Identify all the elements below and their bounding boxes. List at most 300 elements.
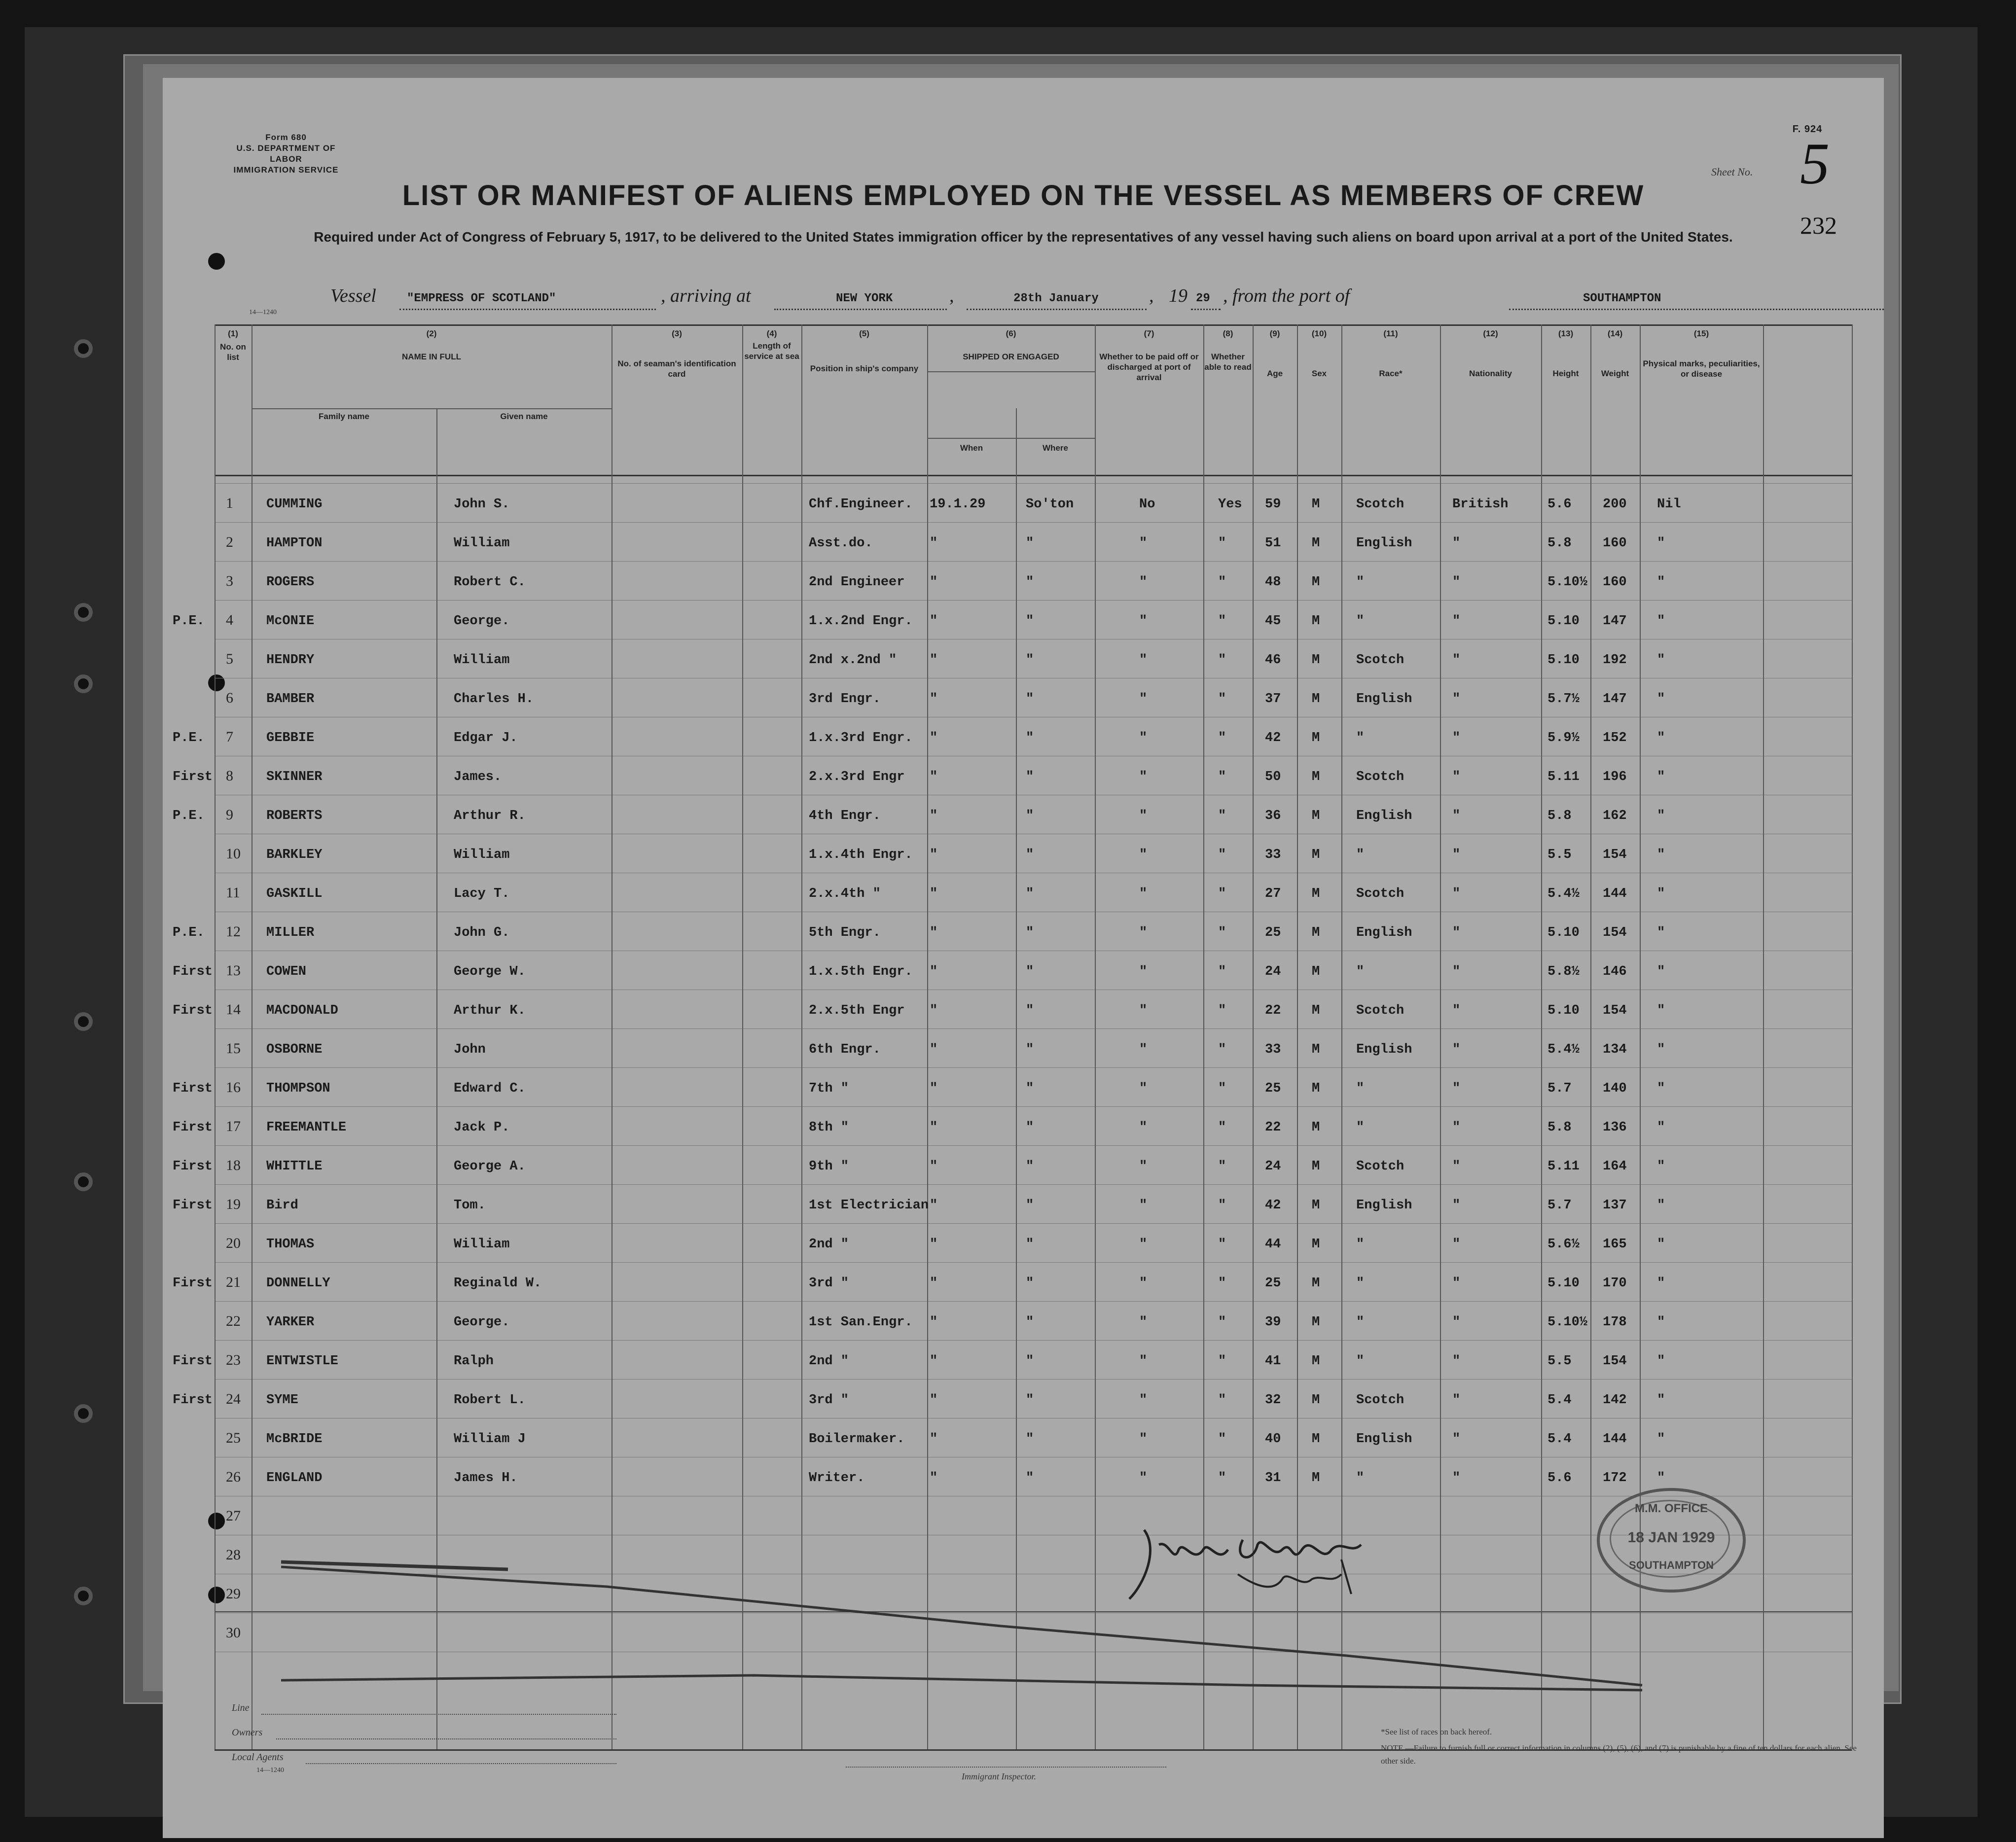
cell-paid: " bbox=[1139, 1120, 1148, 1135]
cell-height: 5.10½ bbox=[1548, 1315, 1588, 1330]
cell-when: " bbox=[930, 653, 938, 668]
row-number: 11 bbox=[226, 885, 240, 901]
cell-sex: M bbox=[1312, 1315, 1320, 1330]
cell-when: " bbox=[930, 1042, 938, 1057]
cell-sex: M bbox=[1312, 964, 1320, 979]
row-number: 15 bbox=[226, 1040, 241, 1057]
cell-nat: " bbox=[1452, 1432, 1461, 1447]
cell-weight: 154 bbox=[1603, 1354, 1627, 1369]
cell-weight: 140 bbox=[1603, 1081, 1627, 1096]
cell-position: 1.x.5th Engr. bbox=[809, 964, 913, 979]
cell-race: Scotch bbox=[1356, 1393, 1404, 1408]
cell-when: " bbox=[930, 1354, 938, 1369]
cell-when: " bbox=[930, 1081, 938, 1096]
cell-age: 41 bbox=[1265, 1354, 1281, 1369]
cell-read: " bbox=[1218, 731, 1226, 745]
cell-race: English bbox=[1356, 809, 1412, 823]
cell-when: " bbox=[930, 925, 938, 940]
row-number: 4 bbox=[226, 612, 233, 628]
cell-nat: " bbox=[1452, 575, 1461, 590]
cell-when: " bbox=[930, 964, 938, 979]
cell-where: " bbox=[1026, 536, 1034, 551]
cell-weight: 170 bbox=[1603, 1276, 1627, 1291]
cell-family: GASKILL bbox=[266, 886, 323, 901]
stamp-bottom: SOUTHAMPTON bbox=[1629, 1559, 1714, 1571]
cell-given: Arthur R. bbox=[454, 809, 526, 823]
cell-marks: " bbox=[1657, 1276, 1665, 1291]
cell-family: THOMPSON bbox=[266, 1081, 330, 1096]
col-head-9: (9) Age bbox=[1266, 329, 1283, 378]
cell-age: 39 bbox=[1265, 1315, 1281, 1330]
cell-weight: 134 bbox=[1603, 1042, 1627, 1057]
subcol-given: Given name bbox=[500, 412, 548, 421]
cell-sex: M bbox=[1312, 1276, 1320, 1291]
cell-family: SYME bbox=[266, 1393, 298, 1408]
cell-age: 48 bbox=[1265, 575, 1281, 590]
cell-marks: " bbox=[1657, 1159, 1665, 1174]
cell-where: " bbox=[1026, 1276, 1034, 1291]
cell-height: 5.7 bbox=[1548, 1198, 1572, 1213]
cell-age: 44 bbox=[1265, 1237, 1281, 1252]
cell-sex: M bbox=[1312, 1354, 1320, 1369]
cell-read: " bbox=[1218, 692, 1226, 707]
row-number: 7 bbox=[226, 729, 233, 745]
fine-note: NOTE.—Failure to furnish full or correct information in columns (2), (5), (6), and (7) is punishable by a fine of ten dollars for each alien. See other side. bbox=[1381, 1743, 1857, 1766]
col-head-5: (5) Position in ship's company bbox=[810, 329, 919, 373]
cell-read: " bbox=[1218, 925, 1226, 940]
cell-given: William bbox=[454, 848, 510, 862]
cell-height: 5.10 bbox=[1548, 614, 1580, 629]
cell-where: " bbox=[1026, 1120, 1034, 1135]
cell-mark: P.E. bbox=[173, 809, 205, 823]
cell-where: " bbox=[1026, 1471, 1034, 1486]
col-head-6: (6) SHIPPED OR ENGAGED bbox=[963, 329, 1059, 361]
cell-marks: " bbox=[1657, 692, 1665, 707]
cell-position: Writer. bbox=[809, 1471, 865, 1486]
cell-read: " bbox=[1218, 848, 1226, 862]
cell-family: COWEN bbox=[266, 964, 307, 979]
cell-age: 50 bbox=[1265, 770, 1281, 784]
cell-age: 33 bbox=[1265, 848, 1281, 862]
cell-marks: " bbox=[1657, 1003, 1665, 1018]
cell-height: 5.10½ bbox=[1548, 575, 1588, 590]
cell-sex: M bbox=[1312, 886, 1320, 901]
cell-position: 1.x.4th Engr. bbox=[809, 848, 913, 862]
cell-position: Chf.Engineer. bbox=[809, 497, 913, 512]
cell-given: John G. bbox=[454, 925, 510, 940]
cell-paid: " bbox=[1139, 1042, 1148, 1057]
cell-marks: " bbox=[1657, 1393, 1665, 1408]
binder-hole bbox=[74, 1404, 93, 1423]
cell-when: " bbox=[930, 575, 938, 590]
cell-race: Scotch bbox=[1356, 886, 1404, 901]
cell-family: THOMAS bbox=[266, 1237, 315, 1252]
cell-position: 2nd " bbox=[809, 1237, 849, 1252]
cell-where: " bbox=[1026, 964, 1034, 979]
cell-given: Lacy T. bbox=[454, 886, 510, 901]
cell-when: " bbox=[930, 1237, 938, 1252]
col-head-12: (12) Nationality bbox=[1469, 329, 1512, 378]
cell-given: Arthur K. bbox=[454, 1003, 526, 1018]
cell-when: " bbox=[930, 614, 938, 629]
row-number: 17 bbox=[226, 1118, 241, 1134]
cell-family: DONNELLY bbox=[266, 1276, 330, 1291]
cell-when: " bbox=[930, 1003, 938, 1018]
cell-paid: " bbox=[1139, 925, 1148, 940]
cell-marks: " bbox=[1657, 1198, 1665, 1213]
cell-sex: M bbox=[1312, 614, 1320, 629]
cell-given: William bbox=[454, 1237, 510, 1252]
cell-read: " bbox=[1218, 1042, 1226, 1057]
cell-position: 1st San.Engr. bbox=[809, 1315, 913, 1330]
cell-weight: 160 bbox=[1603, 536, 1627, 551]
cell-where: " bbox=[1026, 1081, 1034, 1096]
cell-marks: " bbox=[1657, 848, 1665, 862]
binder-hole bbox=[74, 1587, 93, 1605]
cell-weight: 160 bbox=[1603, 575, 1627, 590]
cell-nat: " bbox=[1452, 1354, 1461, 1369]
vessel-name: "EMPRESS OF SCOTLAND" bbox=[407, 292, 556, 305]
cell-read: " bbox=[1218, 1315, 1226, 1330]
col-head-10: (10) Sex bbox=[1311, 329, 1327, 378]
footer-code: 14—1240 bbox=[256, 1767, 284, 1774]
cell-marks: " bbox=[1657, 731, 1665, 745]
cell-when: " bbox=[930, 536, 938, 551]
cell-weight: 172 bbox=[1603, 1471, 1627, 1486]
cell-weight: 147 bbox=[1603, 692, 1627, 707]
small-form-code: 14—1240 bbox=[249, 309, 277, 316]
cell-age: 27 bbox=[1265, 886, 1281, 901]
year-value: 29 bbox=[1196, 292, 1210, 305]
cell-family: GEBBIE bbox=[266, 731, 315, 745]
cell-sex: M bbox=[1312, 1159, 1320, 1174]
sheet-number: 5 bbox=[1800, 131, 1830, 196]
binder-hole bbox=[208, 253, 225, 270]
cell-where: " bbox=[1026, 653, 1034, 668]
cell-mark: First bbox=[173, 964, 213, 979]
document-subtitle: Required under Act of Congress of February 5, 1917, to be delivered to the United States immigration officer by the representatives of any vessel having such aliens on board upon arrival at a port of the United States. bbox=[314, 229, 1733, 245]
cell-sex: M bbox=[1312, 848, 1320, 862]
row-number: 24 bbox=[226, 1391, 241, 1407]
cell-nat: " bbox=[1452, 614, 1461, 629]
cell-family: BAMBER bbox=[266, 692, 315, 707]
cell-mark: First bbox=[173, 1393, 213, 1408]
cell-sex: M bbox=[1312, 925, 1320, 940]
cell-weight: 154 bbox=[1603, 925, 1627, 940]
row-number: 6 bbox=[226, 690, 233, 706]
cell-height: 5.8 bbox=[1548, 1120, 1572, 1135]
cell-where: " bbox=[1026, 731, 1034, 745]
stamp-date: 18 JAN 1929 bbox=[1627, 1529, 1715, 1546]
cell-where: " bbox=[1026, 1393, 1034, 1408]
cell-sex: M bbox=[1312, 692, 1320, 707]
vessel-line: Vessel "EMPRESS OF SCOTLAND" , arriving at NEW YORK , 28th January , 19 29 , from the port of SOUTHAMPTON bbox=[330, 285, 1879, 315]
cell-mark: First bbox=[173, 1081, 213, 1096]
cell-nat: " bbox=[1452, 925, 1461, 940]
cell-given: Jack P. bbox=[454, 1120, 510, 1135]
cell-when: " bbox=[930, 1276, 938, 1291]
cell-family: HENDRY bbox=[266, 653, 315, 668]
cell-height: 5.4 bbox=[1548, 1432, 1572, 1447]
cell-marks: " bbox=[1657, 1237, 1665, 1252]
cell-sex: M bbox=[1312, 1471, 1320, 1486]
cell-nat: " bbox=[1452, 848, 1461, 862]
races-note: *See list of races on back hereof. bbox=[1381, 1727, 1492, 1736]
cell-position: 2.x.5th Engr bbox=[809, 1003, 905, 1018]
cell-height: 5.8 bbox=[1548, 809, 1572, 823]
col-head-3: (3) No. of seaman's identification card bbox=[617, 329, 736, 379]
cell-where: " bbox=[1026, 614, 1034, 629]
cell-height: 5.8½ bbox=[1548, 964, 1580, 979]
cell-paid: " bbox=[1139, 1159, 1148, 1174]
arrival-port: NEW YORK bbox=[836, 292, 893, 305]
row-number: 2 bbox=[226, 534, 233, 550]
cell-race: Scotch bbox=[1356, 770, 1404, 784]
cell-position: 6th Engr. bbox=[809, 1042, 881, 1057]
cell-sex: M bbox=[1312, 575, 1320, 590]
cell-family: ROGERS bbox=[266, 575, 315, 590]
cell-sex: M bbox=[1312, 1042, 1320, 1057]
cell-when: " bbox=[930, 848, 938, 862]
cell-when: " bbox=[930, 1198, 938, 1213]
row-number: 20 bbox=[226, 1235, 241, 1251]
cell-marks: " bbox=[1657, 809, 1665, 823]
cell-marks: " bbox=[1657, 653, 1665, 668]
cell-mark: First bbox=[173, 1120, 213, 1135]
cell-age: 32 bbox=[1265, 1393, 1281, 1408]
cell-paid: " bbox=[1139, 1198, 1148, 1213]
cell-sex: M bbox=[1312, 497, 1320, 512]
cell-given: Tom. bbox=[454, 1198, 486, 1213]
col-head-2: (2) NAME IN FULL bbox=[402, 329, 461, 361]
cell-race: Scotch bbox=[1356, 497, 1404, 512]
cell-given: John bbox=[454, 1042, 486, 1057]
cell-paid: " bbox=[1139, 886, 1148, 901]
cell-weight: 196 bbox=[1603, 770, 1627, 784]
cell-when: " bbox=[930, 1315, 938, 1330]
col-head-1: (1) No. on list bbox=[220, 329, 246, 362]
cell-race: " bbox=[1356, 1315, 1365, 1330]
cell-paid: " bbox=[1139, 1081, 1148, 1096]
footer-agents-label: Local Agents bbox=[232, 1752, 284, 1763]
row-number: 13 bbox=[226, 962, 241, 979]
cell-age: 45 bbox=[1265, 614, 1281, 629]
cell-nat: " bbox=[1452, 536, 1461, 551]
cell-family: HAMPTON bbox=[266, 536, 323, 551]
cell-height: 5.10 bbox=[1548, 925, 1580, 940]
cell-height: 5.6 bbox=[1548, 1471, 1572, 1486]
cell-read: " bbox=[1218, 964, 1226, 979]
cell-family: McBRIDE bbox=[266, 1432, 323, 1447]
cell-position: 9th " bbox=[809, 1159, 849, 1174]
cell-family: FREEMANTLE bbox=[266, 1120, 347, 1135]
cell-read: " bbox=[1218, 1393, 1226, 1408]
cell-where: " bbox=[1026, 848, 1034, 862]
cell-race: English bbox=[1356, 1198, 1412, 1213]
cell-nat: " bbox=[1452, 1042, 1461, 1057]
cell-marks: " bbox=[1657, 1432, 1665, 1447]
cell-position: 2nd Engineer bbox=[809, 575, 905, 590]
cell-paid: " bbox=[1139, 1003, 1148, 1018]
col-head-7: (7) Whether to be paid off or discharged at port of arrival bbox=[1099, 329, 1199, 382]
cell-race: Scotch bbox=[1356, 653, 1404, 668]
cell-given: James H. bbox=[454, 1471, 518, 1486]
cell-weight: 144 bbox=[1603, 1432, 1627, 1447]
cell-given: James. bbox=[454, 770, 502, 784]
cell-sex: M bbox=[1312, 1081, 1320, 1096]
cell-age: 33 bbox=[1265, 1042, 1281, 1057]
cell-age: 25 bbox=[1265, 1276, 1281, 1291]
col-head-4: (4) Length of service at sea bbox=[744, 329, 799, 361]
cell-race: " bbox=[1356, 848, 1365, 862]
cell-sex: M bbox=[1312, 731, 1320, 745]
stamp-top: M.M. OFFICE bbox=[1635, 1502, 1708, 1515]
cell-nat: " bbox=[1452, 809, 1461, 823]
row-number: 22 bbox=[226, 1313, 241, 1329]
cell-given: George W. bbox=[454, 964, 526, 979]
row-number: 28 bbox=[226, 1547, 241, 1563]
cell-mark: First bbox=[173, 1159, 213, 1174]
cell-age: 37 bbox=[1265, 692, 1281, 707]
cell-marks: " bbox=[1657, 614, 1665, 629]
cell-when: " bbox=[930, 1159, 938, 1174]
row-number: 29 bbox=[226, 1586, 241, 1602]
cell-position: 1.x.3rd Engr. bbox=[809, 731, 913, 745]
binder-hole bbox=[74, 603, 93, 622]
manifest-table bbox=[163, 324, 1884, 1656]
footer-owners-label: Owners bbox=[232, 1727, 263, 1738]
cell-sex: M bbox=[1312, 770, 1320, 784]
cell-race: English bbox=[1356, 692, 1412, 707]
col-head-13: (13) Height bbox=[1552, 329, 1579, 378]
cell-paid: " bbox=[1139, 770, 1148, 784]
cell-marks: " bbox=[1657, 886, 1665, 901]
cell-paid: " bbox=[1139, 964, 1148, 979]
cell-weight: 147 bbox=[1603, 614, 1627, 629]
row-number: 3 bbox=[226, 573, 233, 589]
cell-sex: M bbox=[1312, 809, 1320, 823]
cell-height: 5.6 bbox=[1548, 497, 1572, 512]
row-number: 26 bbox=[226, 1469, 241, 1485]
cell-paid: " bbox=[1139, 731, 1148, 745]
row-number: 19 bbox=[226, 1196, 241, 1212]
year-label: 19 bbox=[1169, 285, 1188, 306]
cell-mark: First bbox=[173, 1198, 213, 1213]
cell-race: " bbox=[1356, 1276, 1365, 1291]
cell-paid: " bbox=[1139, 1315, 1148, 1330]
cell-weight: 152 bbox=[1603, 731, 1627, 745]
cell-paid: " bbox=[1139, 536, 1148, 551]
signature-image bbox=[1124, 1520, 1420, 1609]
cell-sex: M bbox=[1312, 1432, 1320, 1447]
from-port: SOUTHAMPTON bbox=[1583, 292, 1661, 305]
cell-age: 59 bbox=[1265, 497, 1281, 512]
cell-where: " bbox=[1026, 1432, 1034, 1447]
cell-nat: " bbox=[1452, 1237, 1461, 1252]
cell-mark: P.E. bbox=[173, 925, 205, 940]
cell-position: 1.x.2nd Engr. bbox=[809, 614, 913, 629]
cell-height: 5.10 bbox=[1548, 653, 1580, 668]
cell-family: OSBORNE bbox=[266, 1042, 323, 1057]
cell-nat: British bbox=[1452, 497, 1509, 512]
cell-age: 51 bbox=[1265, 536, 1281, 551]
row-number: 12 bbox=[226, 923, 241, 940]
cell-nat: " bbox=[1452, 1471, 1461, 1486]
cell-when: " bbox=[930, 770, 938, 784]
cell-race: " bbox=[1356, 731, 1365, 745]
cell-paid: " bbox=[1139, 653, 1148, 668]
cell-mark: First bbox=[173, 1003, 213, 1018]
cell-where: " bbox=[1026, 809, 1034, 823]
cell-weight: 144 bbox=[1603, 886, 1627, 901]
cell-read: " bbox=[1218, 770, 1226, 784]
cell-position: 2.x.3rd Engr bbox=[809, 770, 905, 784]
cell-race: " bbox=[1356, 575, 1365, 590]
cell-nat: " bbox=[1452, 770, 1461, 784]
subcol-where: Where bbox=[1043, 443, 1068, 453]
cell-family: WHITTLE bbox=[266, 1159, 323, 1174]
service-name: IMMIGRATION SERVICE bbox=[233, 165, 339, 175]
cell-when: " bbox=[930, 1432, 938, 1447]
cell-where: " bbox=[1026, 886, 1034, 901]
cell-weight: 146 bbox=[1603, 964, 1627, 979]
cell-where: " bbox=[1026, 1198, 1034, 1213]
cell-given: John S. bbox=[454, 497, 510, 512]
cell-position: 2.x.4th " bbox=[809, 886, 881, 901]
cell-age: 25 bbox=[1265, 925, 1281, 940]
cell-position: Boilermaker. bbox=[809, 1432, 905, 1447]
cell-age: 22 bbox=[1265, 1120, 1281, 1135]
cell-read: " bbox=[1218, 1159, 1226, 1174]
cell-read: " bbox=[1218, 1120, 1226, 1135]
cell-family: Bird bbox=[266, 1198, 298, 1213]
cell-nat: " bbox=[1452, 653, 1461, 668]
cell-position: Asst.do. bbox=[809, 536, 873, 551]
cell-marks: " bbox=[1657, 575, 1665, 590]
row-number: 21 bbox=[226, 1274, 241, 1290]
cell-nat: " bbox=[1452, 1159, 1461, 1174]
cell-family: McONIE bbox=[266, 614, 315, 629]
cell-when: " bbox=[930, 886, 938, 901]
cell-weight: 136 bbox=[1603, 1120, 1627, 1135]
cell-marks: " bbox=[1657, 536, 1665, 551]
cell-height: 5.4½ bbox=[1548, 1042, 1580, 1057]
cell-height: 5.5 bbox=[1548, 1354, 1572, 1369]
cell-where: " bbox=[1026, 1159, 1034, 1174]
cell-weight: 137 bbox=[1603, 1198, 1627, 1213]
cell-nat: " bbox=[1452, 692, 1461, 707]
cell-where: So'ton bbox=[1026, 497, 1074, 512]
cell-given: Ralph bbox=[454, 1354, 494, 1369]
cell-race: " bbox=[1356, 1237, 1365, 1252]
cell-read: " bbox=[1218, 536, 1226, 551]
cell-read: " bbox=[1218, 614, 1226, 629]
cell-paid: " bbox=[1139, 1432, 1148, 1447]
cell-height: 5.5 bbox=[1548, 848, 1572, 862]
cell-family: YARKER bbox=[266, 1315, 315, 1330]
cell-age: 25 bbox=[1265, 1081, 1281, 1096]
cell-paid: No bbox=[1139, 497, 1155, 512]
row-number: 8 bbox=[226, 768, 233, 784]
subcol-family: Family name bbox=[319, 412, 369, 421]
cell-height: 5.4 bbox=[1548, 1393, 1572, 1408]
row-number: 30 bbox=[226, 1625, 241, 1641]
cell-height: 5.8 bbox=[1548, 536, 1572, 551]
arrival-date: 28th January bbox=[1013, 292, 1099, 305]
form-code: F. 924 bbox=[1792, 124, 1823, 135]
cell-marks: " bbox=[1657, 925, 1665, 940]
binder-hole bbox=[74, 1172, 93, 1191]
